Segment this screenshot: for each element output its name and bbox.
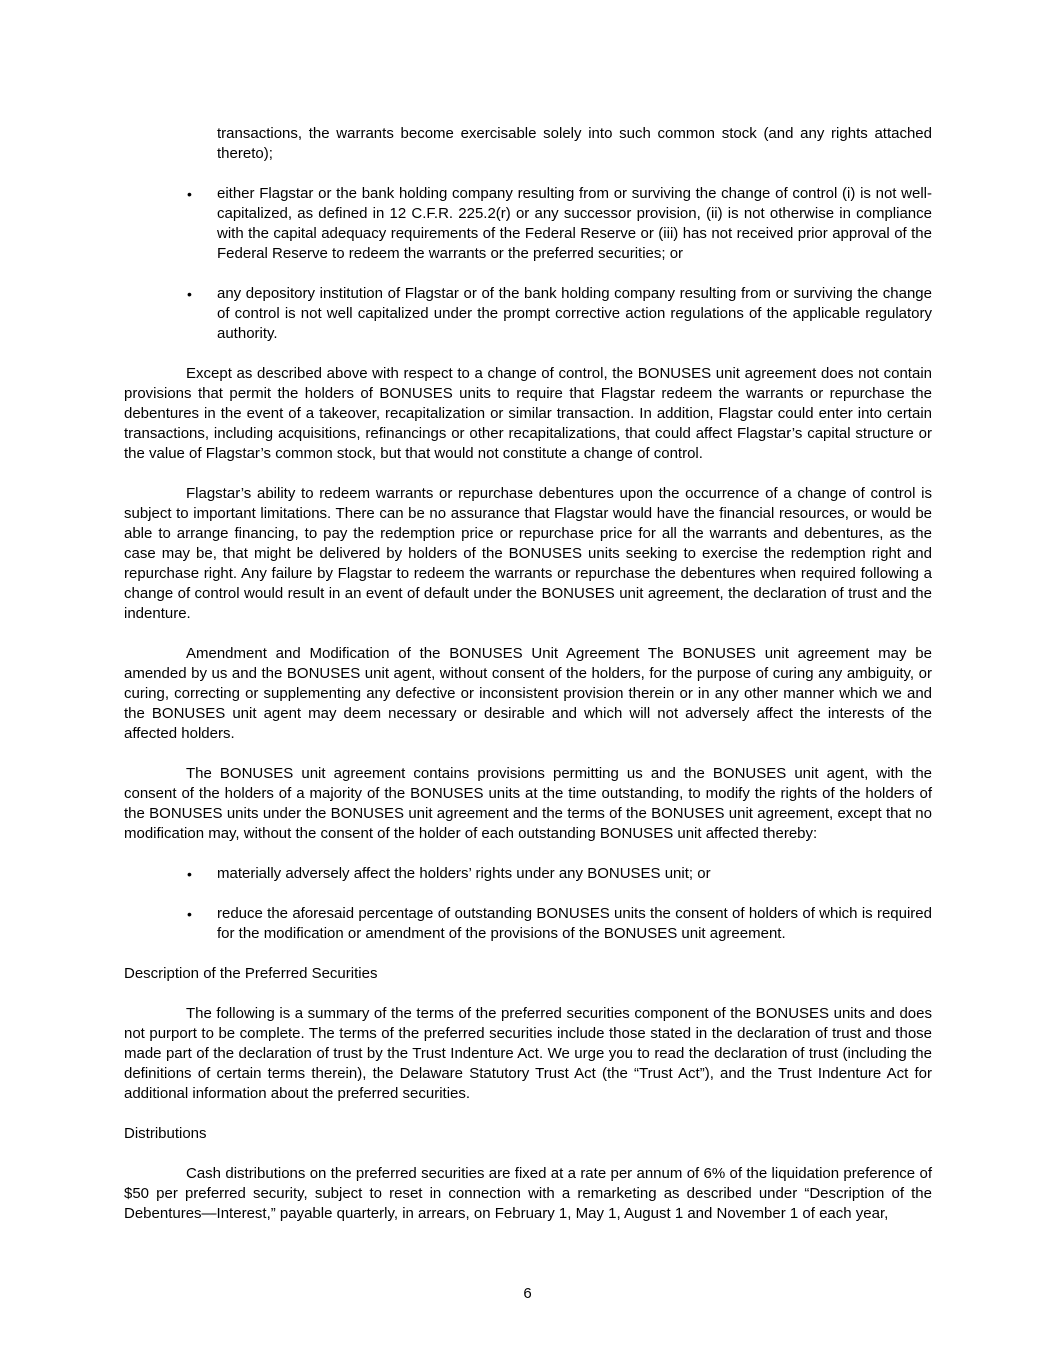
bullet-item	[124, 864, 932, 884]
bullet-text: any depository institution of Flagstar or of the bank holding company resulting from or surviving the change of control is not well capitalized under the prompt corrective action regulations of the applicable regulatory authority.	[217, 285, 932, 342]
section-heading-preferred-securities: Description of the Preferred Securities	[124, 965, 378, 982]
paragraph-amendment: Amendment and Modification of the BONUSES Unit Agreement The BONUSES unit agreement may be amended by us and the BONUSES unit agent, without consent of the holders, for the purpose of curing any ambiguity, or curing, correcting or supplementing any defective or inconsistent provision therein or in any other manner which we and the BONUSES unit agent may deem necessary or desirable and which will not adversely affect the interests of the affected holders.	[124, 645, 932, 742]
bullet-text: reduce the aforesaid percentage of outstanding BONUSES units the consent of holders of which is required for the modification or amendment of the provisions of the BONUSES unit agreement.	[217, 905, 932, 942]
bullet-item	[124, 904, 932, 944]
paragraph-distributions: Cash distributions on the preferred securities are fixed at a rate per annum of 6% of the liquidation preference of $50 per preferred security, subject to reset in connection with a remarketing as described under “Description of the Debentures—Interest,” payable quarterly, in arrears, on February 1, May 1, August 1 and November 1 of each year,	[124, 1165, 932, 1222]
paragraph-redemption-limitations: Flagstar’s ability to redeem warrants or repurchase debentures upon the occurrence of a change of control is subject to important limitations. There can be no assurance that Flagstar would have the financial resources, or would be able to arrange financing, to pay the redemption price or repurchase price for all the warrants and debentures, as the case may be, that might be delivered by holders of the BONUSES units seeking to exercise the redemption right and repurchase right. Any failure by Flagstar to redeem the warrants or repurchase the debentures when required following a change of control would result in an event of default under the BONUSES unit agreement, the declaration of trust and the indenture.	[124, 485, 932, 622]
page-number: 6	[523, 1285, 532, 1302]
bullet-icon: •	[187, 866, 192, 882]
bullet-icon: •	[187, 186, 192, 202]
paragraph-change-of-control: Except as described above with respect to a change of control, the BONUSES unit agreement does not contain provisions that permit the holders of BONUSES units to require that Flagstar redeem the warrants or repurchase the debentures in the event of a takeover, recapitalization or similar transaction. In addition, Flagstar could enter into certain transactions, including acquisitions, refinancings or other recapitalizations, that could affect Flagstar’s capital structure or the value of Flagstar’s common stock, but that would not constitute a change of control.	[124, 365, 932, 462]
bullet-item	[124, 184, 932, 264]
bullet-item	[124, 284, 932, 344]
page-content	[124, 124, 932, 1244]
bullet-text: either Flagstar or the bank holding company resulting from or surviving the change of control (i) is not well-capitalized, as defined in 12 C.F.R. 225.2(r) or any successor provision, (ii) is not otherwise in compliance with the capital adequacy requirements of the Federal Reserve or (iii) has not received prior approval of the Federal Reserve to redeem the warrants or the preferred securities; or	[217, 185, 932, 262]
paragraph-modification-consent: The BONUSES unit agreement contains provisions permitting us and the BONUSES unit agent, with the consent of the holders of a majority of the BONUSES units at the time outstanding, to modify the rights of the holders of the BONUSES units under the BONUSES unit agreement and the terms of the BONUSES unit agreement, except that no modification may, without the consent of the holder of each outstanding BONUSES unit affected thereby:	[124, 765, 932, 842]
bullet-icon: •	[187, 286, 192, 302]
section-heading-distributions: Distributions	[124, 1125, 207, 1142]
paragraph-preferred-summary: The following is a summary of the terms of the preferred securities component of the BONUSES units and does not purport to be complete. The terms of the preferred securities include those stated in the declaration of trust and those made part of the declaration of trust by the Trust Indenture Act. We urge you to read the declaration of trust (including the definitions of certain terms therein), the Delaware Statutory Trust Act (the “Trust Act”), and the Trust Indenture Act for additional information about the preferred securities.	[124, 1005, 932, 1102]
bullet-text: materially adversely affect the holders’ rights under any BONUSES unit; or	[217, 865, 711, 882]
continuation-text: transactions, the warrants become exercisable solely into such common stock (and any rights attached thereto);	[217, 125, 932, 162]
bullet-icon: •	[187, 906, 192, 922]
